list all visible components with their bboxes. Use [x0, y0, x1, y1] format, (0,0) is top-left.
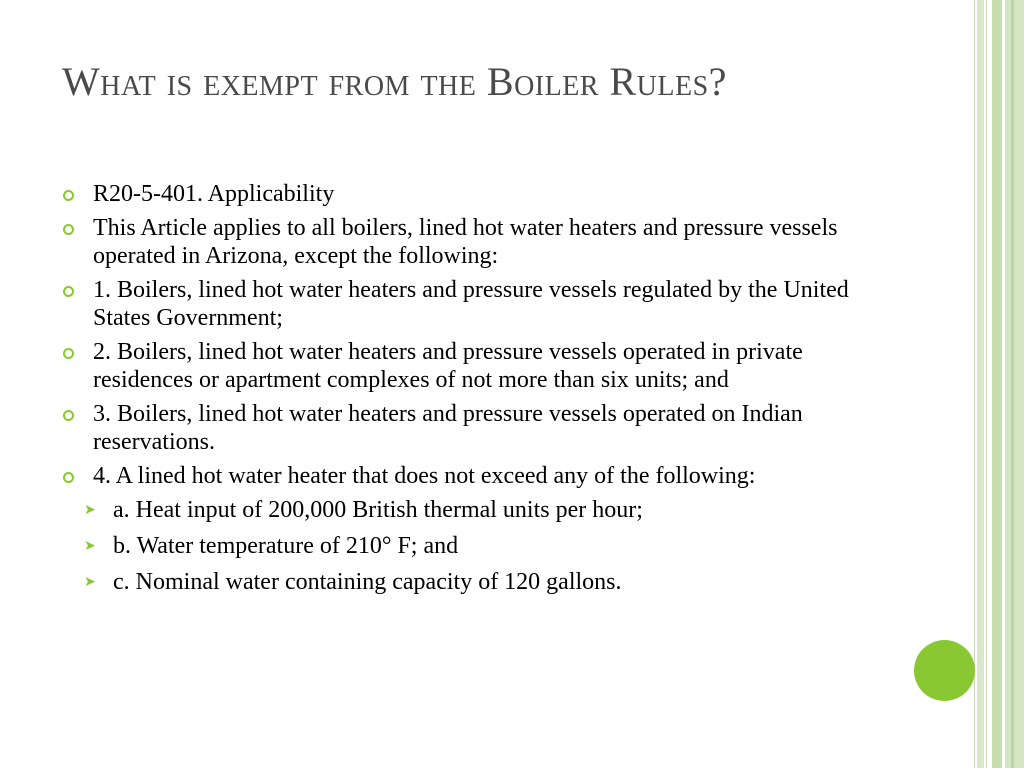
bullet-text: 4. A lined hot water heater that does not exceed any of the following:	[93, 463, 756, 489]
decorative-green-circle	[914, 640, 975, 701]
bullet-text: 3. Boilers, lined hot water heaters and pressure vessels operated on Indian reservations.	[93, 401, 803, 455]
arrow-bullet-icon: ➤	[84, 538, 96, 554]
sub-bullet-item	[62, 568, 872, 596]
sub-bullet-text: a. Heat input of 200,000 British thermal units per hour;	[113, 497, 643, 523]
sub-bullet-item	[62, 532, 872, 560]
bullet-item	[62, 214, 872, 270]
stripe	[977, 0, 984, 768]
circle-bullet-icon	[63, 286, 74, 297]
slide-title: What is exempt from the Boiler Rules?	[62, 59, 727, 104]
circle-bullet-icon	[63, 410, 74, 421]
bullet-item	[62, 180, 872, 208]
arrow-bullet-icon: ➤	[84, 574, 96, 590]
bullet-list	[62, 180, 872, 604]
sub-bullet-text: c. Nominal water containing capacity of 120 gallons.	[113, 569, 622, 595]
bullet-item	[62, 462, 872, 490]
bullet-text: 2. Boilers, lined hot water heaters and pressure vessels operated in private residences or apartment complexes of not more than six units; and	[93, 339, 803, 393]
sub-bullet-text: b. Water temperature of 210° F; and	[113, 533, 459, 559]
stripe	[986, 0, 987, 768]
circle-bullet-icon	[63, 224, 74, 235]
bullet-item	[62, 276, 872, 332]
bullet-text: This Article applies to all boilers, lined hot water heaters and pressure vessels operated in Arizona, except the following:	[93, 215, 838, 269]
arrow-bullet-icon: ➤	[84, 502, 96, 518]
bullet-item	[62, 338, 872, 394]
circle-bullet-icon	[63, 472, 74, 483]
circle-bullet-icon	[63, 190, 74, 201]
stripe	[1005, 0, 1024, 768]
circle-bullet-icon	[63, 348, 74, 359]
sub-bullet-item	[62, 496, 872, 524]
bullet-item	[62, 400, 872, 456]
bullet-text: R20-5-401. Applicability	[93, 181, 335, 207]
decorative-side-stripes	[974, 0, 1024, 768]
stripe	[1011, 0, 1014, 768]
stripe	[974, 0, 975, 768]
bullet-text: 1. Boilers, lined hot water heaters and pressure vessels regulated by the United States Government;	[93, 277, 849, 331]
stripe	[992, 0, 1002, 768]
